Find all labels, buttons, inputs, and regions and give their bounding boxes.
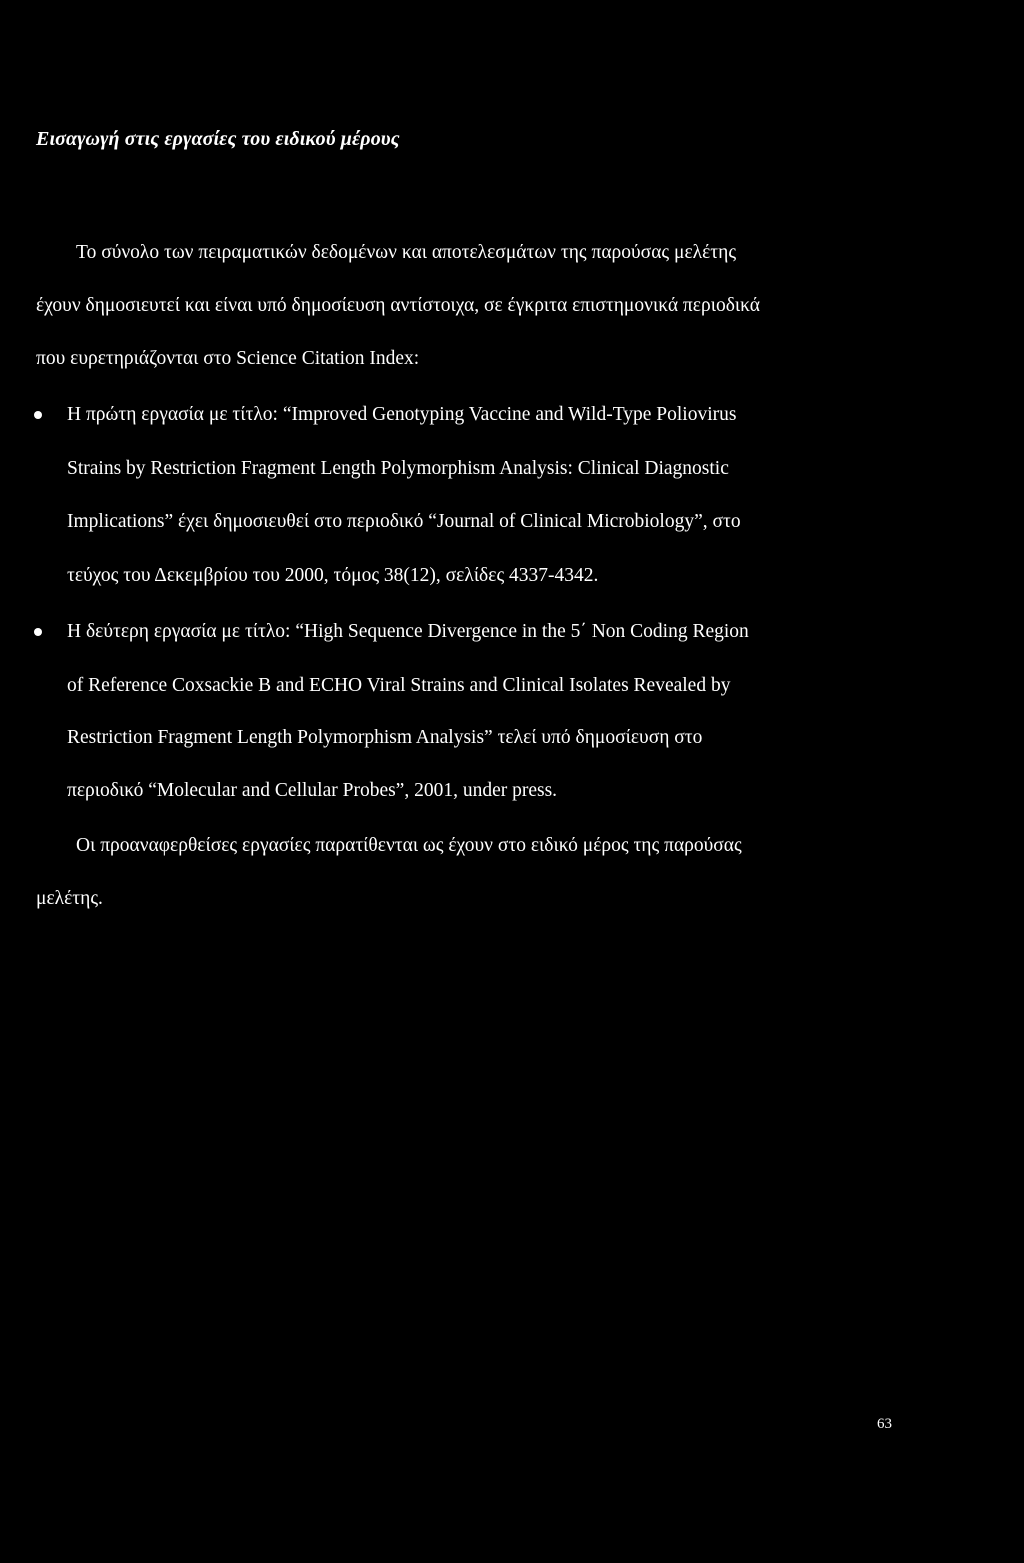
publication-1-line-1: Η πρώτη εργασία με τίτλο: “Improved Genotyping Vaccine and Wild-Type Poliovirus [67, 404, 737, 425]
publication-2-line-2: of Reference Coxsackie B and ECHO Viral Strains and Clinical Isolates Revealed by [67, 675, 731, 696]
closing-line-2: μελέτης. [36, 888, 103, 909]
publication-1-line-2: Strains by Restriction Fragment Length Polymorphism Analysis: Clinical Diagnostic [67, 458, 729, 479]
closing-line-1: Οι προαναφερθείσες εργασίες παρατίθενται ως έχουν στο ειδικό μέρος της παρούσας [76, 835, 742, 856]
publication-2-line-4: περιοδικό “Molecular and Cellular Probes”, 2001, under press. [67, 780, 558, 801]
page-number: 63 [877, 1416, 892, 1432]
section-heading: Εισαγωγή στις εργασίες του ειδικού μέρους [36, 128, 400, 150]
intro-line-3: που ευρετηριάζονται στο Science Citation Index: [36, 348, 420, 369]
publication-2-line-1: Η δεύτερη εργασία με τίτλο: “High Sequence Divergence in the 5΄ Non Coding Region [67, 621, 749, 642]
bullet-icon [34, 628, 42, 636]
intro-line-2: έχουν δημοσιευτεί και είναι υπό δημοσίευση αντίστοιχα, σε έγκριτα επιστημονικά περιοδικά [36, 295, 761, 316]
intro-line-1: Το σύνολο των πειραματικών δεδομένων και αποτελεσμάτων της παρούσας μελέτης [76, 242, 737, 263]
publication-2-line-3: Restriction Fragment Length Polymorphism Analysis” τελεί υπό δημοσίευση στο [67, 727, 703, 748]
bullet-icon [34, 411, 42, 419]
publication-1-line-4: τεύχος του Δεκεμβρίου του 2000, τόμος 38(12), σελίδες 4337-4342. [67, 565, 599, 586]
publication-1-line-3: Implications” έχει δημοσιευθεί στο περιοδικό “Journal of Clinical Microbiology”, στο [67, 511, 741, 532]
